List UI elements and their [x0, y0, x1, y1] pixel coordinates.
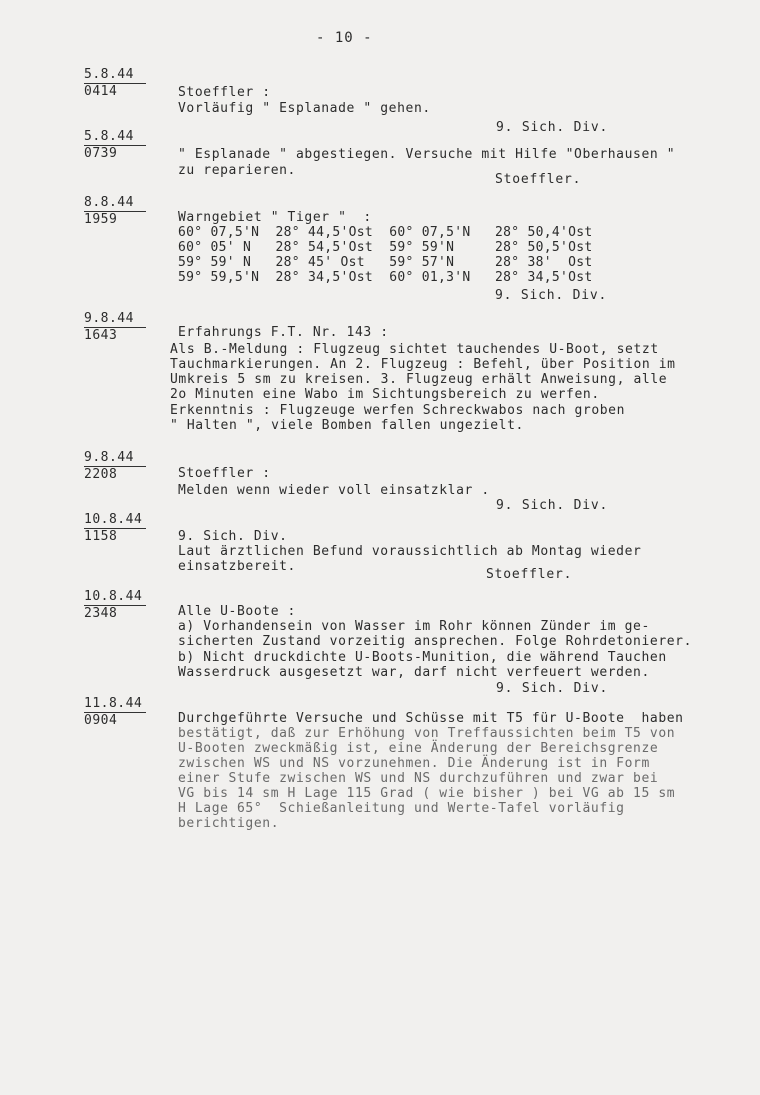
entry-line: Wasserdruck ausgesetzt war, darf nicht verfeuert werden.: [178, 665, 650, 680]
coordinate-line: 59° 59,5'N 28° 34,5'Ost 60° 01,3'N 28° 34,5'Ost: [178, 270, 593, 285]
entry-timestamp: [84, 590, 146, 621]
entry-line: b) Nicht druckdichte U-Boots-Munition, die während Tauchen: [178, 650, 667, 665]
entry-line: Durchgeführte Versuche und Schüsse mit T5 für U-Boote haben: [178, 711, 684, 726]
entry-line: zwischen WS und NS vorzunehmen. Die Änderung ist in Form: [178, 756, 650, 771]
entry-line: Melden wenn wieder voll einsatzklar .: [178, 483, 490, 498]
entry-timestamp: [84, 312, 146, 343]
entry-signature: 9. Sich. Div.: [495, 288, 608, 303]
entry-line: U-Booten zweckmäßig ist, eine Änderung der Bereichsgrenze: [178, 741, 659, 756]
entry-date: 5.8.44: [84, 130, 146, 146]
entry-line: Tauchmarkierungen. An 2. Flugzeug : Befehl, über Position im: [170, 357, 676, 372]
entry-line: Als B.-Meldung : Flugzeug sichtet tauchendes U-Boot, setzt: [170, 342, 659, 357]
entry-line: Vorläufig " Esplanade " gehen.: [178, 101, 431, 116]
entry-timestamp: [84, 130, 146, 161]
entry-signature: Stoeffler.: [486, 567, 573, 582]
entry-timestamp: [84, 697, 146, 728]
entry-line: 2o Minuten eine Wabo im Sichtungsbereich zu werfen.: [170, 387, 600, 402]
entry-timestamp: [84, 68, 146, 99]
entry-line: " Halten ", viele Bomben fallen ungezielt.: [170, 418, 524, 433]
entry-line: Warngebiet " Tiger " :: [178, 210, 372, 225]
entry-line: H Lage 65° Schießanleitung und Werte-Tafel vorläufig: [178, 801, 625, 816]
entry-timestamp: [84, 196, 146, 227]
entry-line: bestätigt, daß zur Erhöhung von Treffaussichten beim T5 von: [178, 726, 676, 741]
entry-time: 0739: [84, 146, 118, 161]
entry-line: Umkreis 5 sm zu kreisen. 3. Flugzeug erhält Anweisung, alle: [170, 372, 668, 387]
entry-line: einsatzbereit.: [178, 559, 296, 574]
entry-line: a) Vorhandensein von Wasser im Rohr können Zünder im ge-: [178, 619, 650, 634]
entry-line: Erfahrungs F.T. Nr. 143 :: [178, 325, 389, 340]
entry-time: 2348: [84, 606, 118, 621]
entry-date: 8.8.44: [84, 196, 146, 212]
entry-line: Alle U-Boote :: [178, 604, 296, 619]
entry-line: zu reparieren.: [178, 163, 296, 178]
entry-line: VG bis 14 sm H Lage 115 Grad ( wie bisher ) bei VG ab 15 sm: [178, 786, 676, 801]
entry-date: 10.8.44: [84, 590, 146, 606]
page-number: - 10 -: [316, 30, 373, 46]
entry-line: berichtigen.: [178, 816, 280, 831]
entry-line: einer Stufe zwischen WS und NS durchzuführen und zwar bei: [178, 771, 659, 786]
entry-line: " Esplanade " abgestiegen. Versuche mit Hilfe "Oberhausen ": [178, 147, 676, 162]
entry-line: 9. Sich. Div.: [178, 529, 288, 544]
entry-timestamp: [84, 451, 146, 482]
entry-time: 1959: [84, 212, 118, 227]
entry-signature: 9. Sich. Div.: [496, 120, 609, 135]
entry-timestamp: [84, 513, 146, 544]
entry-date: 11.8.44: [84, 697, 146, 713]
entry-line: Stoeffler :: [178, 85, 271, 100]
entry-signature: Stoeffler.: [495, 172, 582, 187]
entry-signature: 9. Sich. Div.: [496, 498, 609, 513]
entry-line: Laut ärztlichen Befund voraussichtlich ab Montag wieder: [178, 544, 642, 559]
entry-time: 0414: [84, 84, 118, 99]
entry-line: Erkenntnis : Flugzeuge werfen Schreckwabos nach groben: [170, 403, 626, 418]
entry-signature: 9. Sich. Div.: [496, 681, 609, 696]
entry-date: 10.8.44: [84, 513, 146, 529]
entry-line: sicherten Zustand vorzeitig ansprechen. Folge Rohrdetonierer.: [178, 634, 693, 649]
coordinate-line: 59° 59' N 28° 45' Ost 59° 57'N 28° 38' Ost: [178, 255, 593, 270]
coordinate-line: 60° 07,5'N 28° 44,5'Ost 60° 07,5'N 28° 50,4'Ost: [178, 225, 593, 240]
entry-time: 1643: [84, 328, 118, 343]
entry-line: Stoeffler :: [178, 466, 271, 481]
entry-date: 9.8.44: [84, 312, 146, 328]
coordinate-line: 60° 05' N 28° 54,5'Ost 59° 59'N 28° 50,5'Ost: [178, 240, 593, 255]
entry-date: 9.8.44: [84, 451, 146, 467]
entry-time: 2208: [84, 467, 118, 482]
entry-date: 5.8.44: [84, 68, 146, 84]
entry-time: 0904: [84, 713, 118, 728]
entry-time: 1158: [84, 529, 118, 544]
